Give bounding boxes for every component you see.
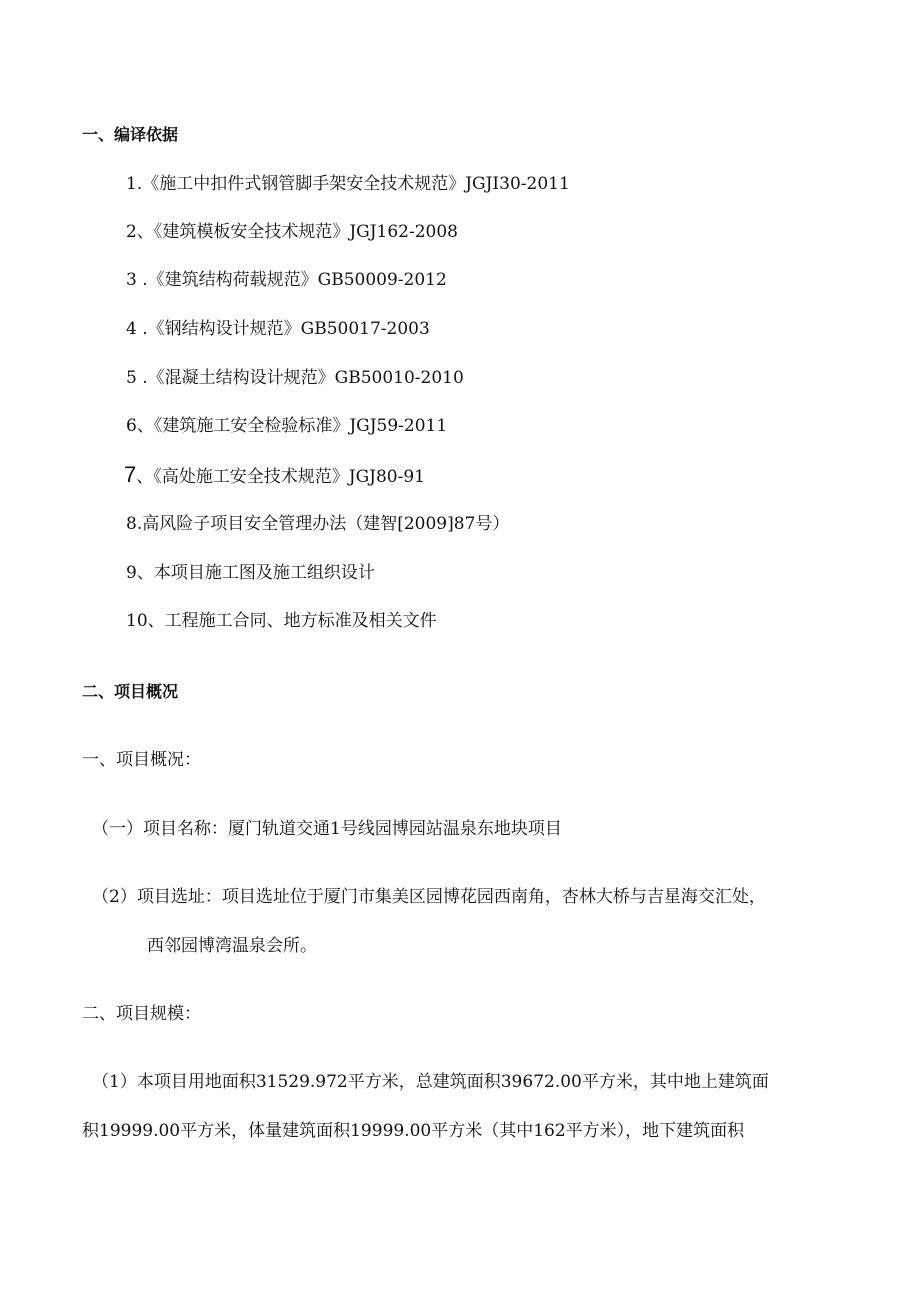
basis-item-9: 9、本项目施工图及施工组织设计: [126, 563, 375, 583]
basis-item-7-text: 、《高处施工安全技术规范》JGJ80-91: [136, 467, 425, 487]
project-address-line-2: 西邻园博湾温泉会所。: [147, 936, 317, 956]
basis-item-7: [124, 464, 425, 488]
basis-item-1: 1.《施工中扣件式钢管脚手架安全技术规范》JGJI30-2011: [126, 174, 570, 194]
basis-item-7-number: 7: [124, 462, 137, 487]
project-name: （一）项目名称：厦门轨道交通1号线园博园站温泉东地块项目: [92, 819, 562, 839]
project-scale-line-1: （1）本项目用地面积31529.972平方米，总建筑面积39672.00平方米，其中地上建筑面: [92, 1072, 769, 1092]
basis-item-8: 8.高风险子项目安全管理办法（建智[2009]87号）: [126, 514, 510, 534]
basis-item-6: 6、《建筑施工安全检验标准》JGJ59-2011: [126, 416, 448, 436]
basis-item-5: 5 .《混凝土结构设计规范》GB50010-2010: [126, 368, 464, 388]
basis-item-2: 2、《建筑模板安全技术规范》JGJ162-2008: [126, 222, 458, 242]
basis-item-10: 10、工程施工合同、地方标准及相关文件: [126, 611, 437, 631]
overview-subheading: 一、项目概况：: [82, 750, 201, 770]
project-address-line-1: （2）项目选址：项目选址位于厦门市集美区园博花园西南角，杏林大桥与吉星海交汇处，: [92, 887, 766, 907]
scale-subheading: 二、项目规模：: [82, 1004, 201, 1024]
basis-item-3: 3 .《建筑结构荷载规范》GB50009-2012: [126, 270, 447, 290]
section-2-heading: 二、项目概况: [82, 682, 179, 701]
basis-item-4: 4 .《钢结构设计规范》GB50017-2003: [126, 319, 430, 339]
section-1-heading: 一、编译依据: [82, 125, 179, 144]
project-scale-line-2: 积19999.00平方米，体量建筑面积19999.00平方米（其中162平方米），地下建筑面积: [82, 1121, 745, 1141]
